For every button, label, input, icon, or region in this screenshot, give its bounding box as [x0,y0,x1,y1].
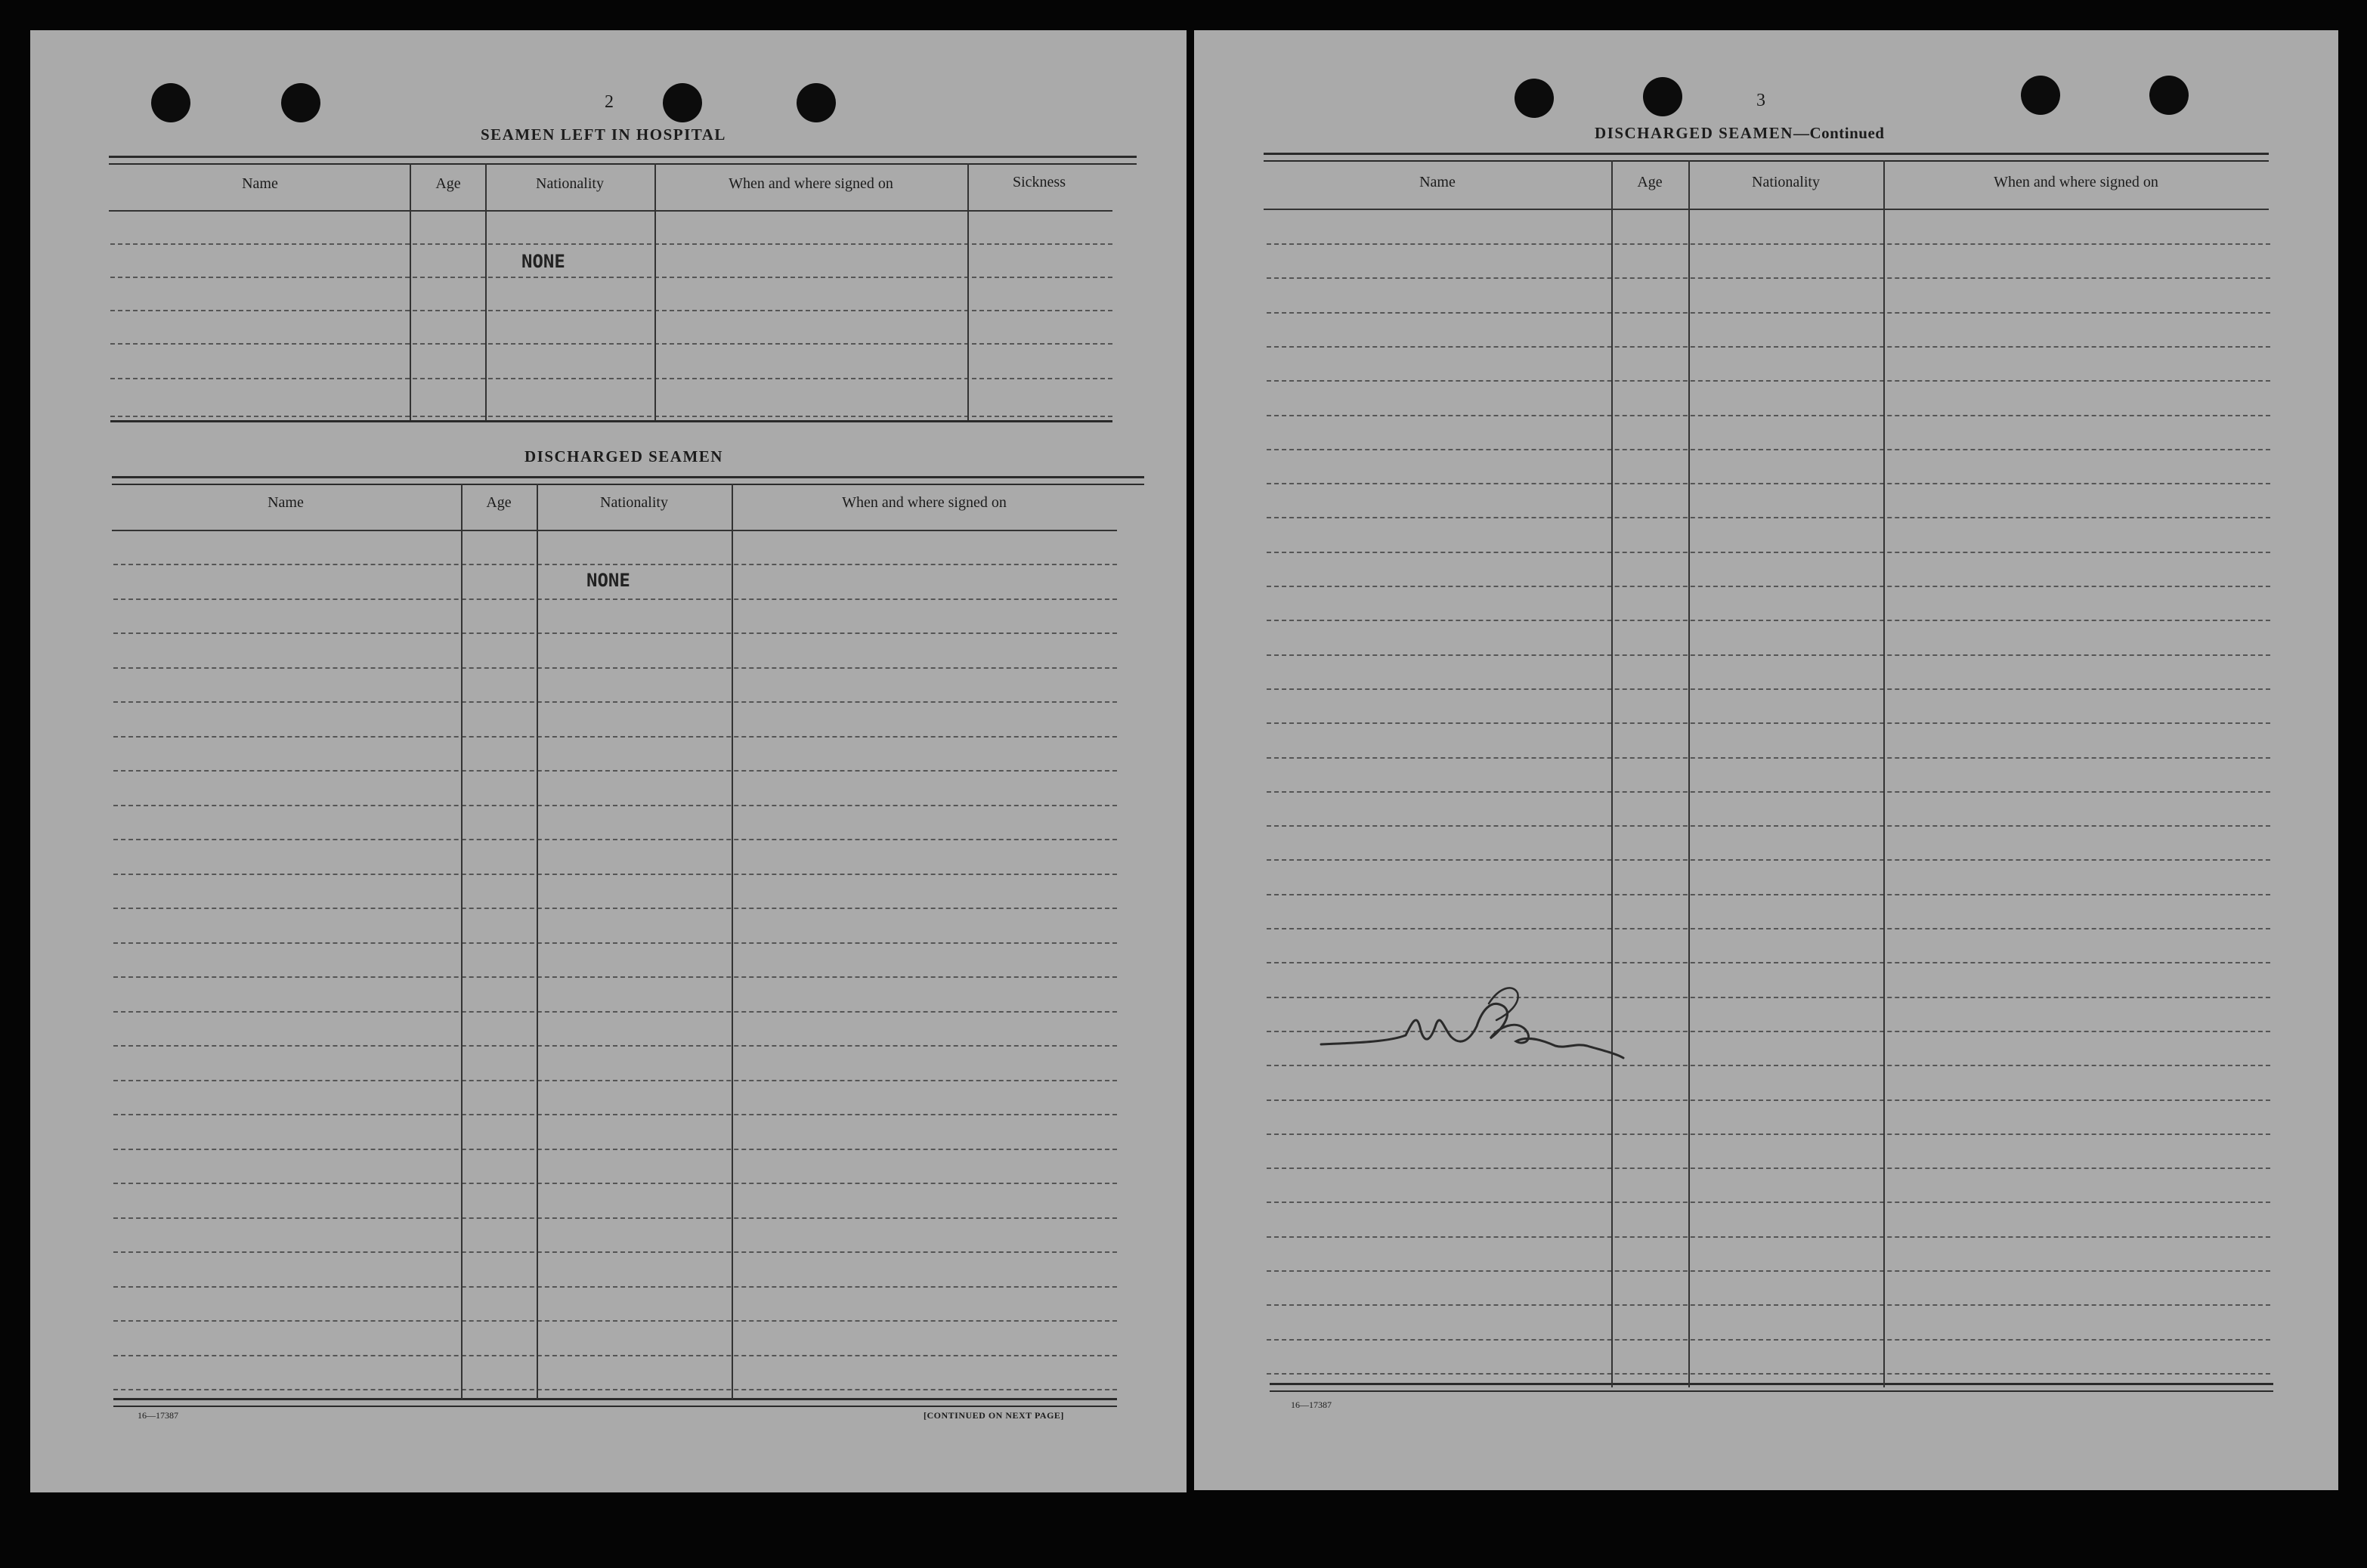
row-line [1267,586,2270,587]
column-header-signed-on: When and where signed on [1994,174,2158,190]
row-line [113,1286,1117,1288]
row-line [1267,791,2270,793]
row-line [1267,894,2270,895]
row-line [113,667,1117,669]
title-main: DISCHARGED SEAMEN [1595,124,1793,142]
column-header-age: Age [435,175,461,192]
row-line [1267,552,2270,553]
punch-hole [281,83,320,122]
column-divider [967,163,969,420]
row-line [113,632,1117,634]
row-line [1267,380,2270,382]
row-line [1267,1270,2270,1272]
column-divider [654,163,656,420]
column-header-nationality: Nationality [600,494,668,511]
page-number: 2 [605,92,614,112]
row-line [1267,620,2270,621]
table-bottom-rule [113,1398,1117,1407]
column-divider [732,484,733,1399]
table-bottom-rule [1270,1383,2273,1392]
hospital-section-title: SEAMEN LEFT IN HOSPITAL [481,125,726,144]
column-header-sickness: Sickness [1013,174,1066,190]
punch-hole [151,83,190,122]
row-line [1267,1304,2270,1306]
row-line [113,1320,1117,1322]
row-line [1267,1236,2270,1238]
row-line [113,598,1117,600]
row-line [113,1183,1117,1184]
column-header-name: Name [268,494,304,511]
row-line [113,1217,1117,1219]
column-header-nationality: Nationality [1752,174,1820,190]
row-line [1267,1202,2270,1203]
column-header-name: Name [242,175,278,192]
column-divider [1883,160,1885,1387]
row-line [1267,688,2270,690]
row-line [1267,1167,2270,1169]
table-top-rule [112,476,1144,485]
discharged-continued-title [1595,124,1884,143]
column-header-nationality: Nationality [536,175,604,192]
row-line [113,564,1117,565]
row-line [110,243,1112,245]
punch-hole [2149,76,2189,115]
discharged-entry-none: NONE [586,570,630,591]
row-line [1267,346,2270,348]
row-line [113,874,1117,875]
table-top-rule [1264,153,2269,162]
header-underline [112,530,1117,531]
header-underline [109,210,1112,212]
punch-hole [2021,76,2060,115]
row-line [1267,757,2270,759]
hospital-entry-none: NONE [521,251,565,272]
row-line [1267,962,2270,963]
punch-hole [663,83,702,122]
row-line [1267,277,2270,279]
row-line [1267,1339,2270,1341]
row-line [1267,928,2270,929]
column-header-age: Age [1637,174,1663,190]
row-line [113,701,1117,703]
column-header-name: Name [1419,174,1456,190]
signature [1315,967,1632,1065]
row-line [113,1080,1117,1081]
row-line [113,839,1117,840]
header-underline [1264,209,2269,210]
continued-note: [CONTINUED ON NEXT PAGE] [924,1410,1064,1421]
column-header-signed-on: When and where signed on [842,494,1007,511]
row-line [113,942,1117,944]
row-line [113,1251,1117,1253]
row-line [113,1389,1117,1390]
row-line [110,277,1112,278]
row-line [113,1114,1117,1115]
column-divider [461,484,463,1399]
table-top-rule [109,156,1137,165]
row-line [110,343,1112,345]
row-line [113,1355,1117,1356]
row-line [1267,1373,2270,1375]
row-line [1267,654,2270,656]
row-line [1267,312,2270,314]
punch-hole [1515,79,1554,118]
row-line [1267,1099,2270,1101]
row-line [113,976,1117,978]
page-number: 3 [1756,91,1765,110]
row-line [113,908,1117,909]
column-header-signed-on: When and where signed on [729,175,893,192]
row-line [113,736,1117,738]
form-number: 16—17387 [1291,1399,1332,1410]
row-line [1267,859,2270,861]
row-line [113,1149,1117,1150]
row-line [110,378,1112,379]
right-page [1194,30,2338,1490]
form-number: 16—17387 [138,1410,178,1421]
column-divider [537,484,538,1399]
row-line [113,770,1117,772]
row-line [113,1011,1117,1013]
row-line [1267,722,2270,724]
punch-hole [797,83,836,122]
row-line [1267,517,2270,518]
punch-hole [1643,77,1682,116]
column-divider [1611,160,1613,1387]
column-header-age: Age [486,494,512,511]
discharged-section-title: DISCHARGED SEAMEN [524,447,723,465]
column-divider [1688,160,1690,1387]
row-line [1267,483,2270,484]
row-line [110,310,1112,311]
left-page [30,30,1187,1492]
row-line [1267,1133,2270,1135]
row-line [110,416,1112,417]
row-line [1267,449,2270,450]
column-divider [410,163,411,420]
table-bottom-rule [110,420,1112,422]
row-line [113,1045,1117,1047]
title-suffix: —Continued [1793,124,1885,142]
row-line [113,805,1117,806]
row-line [1267,243,2270,245]
row-line [1267,415,2270,416]
column-divider [485,163,487,420]
row-line [1267,825,2270,827]
